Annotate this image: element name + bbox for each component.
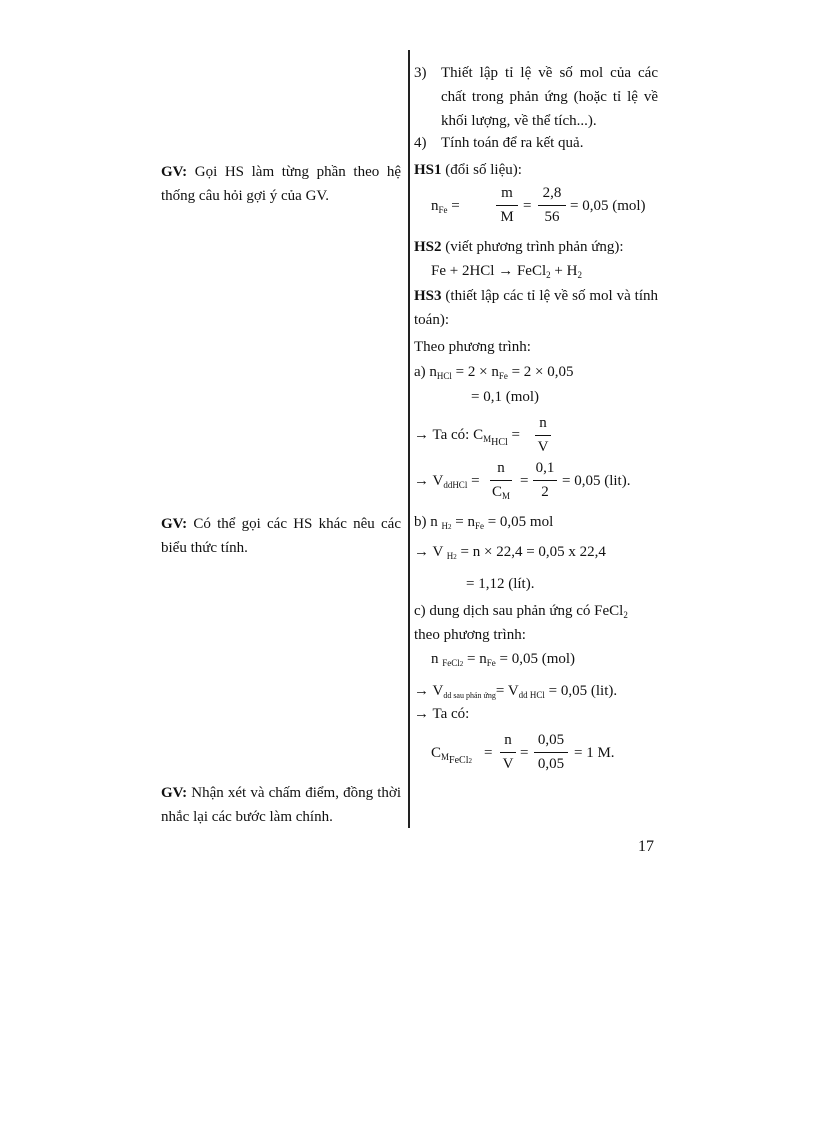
step-number: 3): [414, 65, 427, 81]
gv-label: GV:: [161, 516, 188, 532]
line-c-text: c) dung dịch sau phản ứng có FeCl$_2$: [414, 603, 628, 620]
ta-co-2: → Ta có:: [414, 706, 470, 722]
fraction: $\frac{m}{M}$: [496, 185, 518, 226]
fraction: $\frac{0,05}{0,05}$: [534, 732, 568, 773]
hs-label: HS1: [414, 162, 442, 178]
teacher-note-text: Có thể gọi các HS khác nêu các biểu thức tính.: [161, 516, 401, 556]
gv-label: GV:: [161, 785, 188, 801]
fraction: $\frac{n}{V}$: [500, 732, 516, 773]
step-4-text: Tính toán để ra kết quả.: [441, 135, 584, 151]
step-number: 4): [414, 135, 427, 151]
theo-phuong-trinh: Theo phương trình:: [414, 339, 531, 355]
line-b-moles: b) n $_{H2} = n_{Fe} = 0,05$ mol: [414, 514, 554, 531]
line-a-result: = 0,1 (mol): [471, 389, 540, 405]
teacher-note-text: Nhận xét và chấm điểm, đồng thời nhắc lại các bước làm chính.: [161, 785, 401, 825]
hs3-heading: HS3 (thiết lập các tỉ lệ về số mol và tính toán):: [414, 288, 658, 328]
fraction: $\frac{n}{C_M}$: [491, 460, 511, 501]
fraction: $\frac{2,8}{56}$: [538, 185, 566, 226]
fraction: $\frac{0,1}{2}$: [533, 460, 557, 501]
hs2-heading: HS2 (viết phương trình phản ứng):: [414, 239, 624, 255]
line-n-fecl2: n $_{FeCl2} = n_{Fe} = 0,05$ (mol): [431, 651, 576, 668]
hs-label: HS2: [414, 239, 442, 255]
teacher-note-1: [161, 160, 401, 208]
gv-label: GV:: [161, 164, 188, 180]
reaction-equation: Fe + 2HCl → FeCl$_2$ + $H_2$: [431, 263, 582, 280]
teacher-note-2: [161, 512, 401, 560]
hs-label: HS3: [414, 288, 442, 304]
line-a-ratio: a) $n_{HCl} = 2 \times n_{Fe} = 2 \times 0,05$: [414, 364, 574, 381]
column-divider: [408, 50, 410, 828]
teacher-note-text: Gọi HS làm từng phần theo hệ thống câu hỏi gợi ý của GV.: [161, 164, 401, 204]
line-vdd-after: → $V_{dd sau phản ứng}= V_{dd HCl} = 0,05$ (lit).: [414, 683, 618, 700]
hs1-heading: HS1 (đổi số liệu):: [414, 162, 522, 178]
teacher-note-3: [161, 781, 401, 829]
line-c-text-2: theo phương trình:: [414, 627, 526, 643]
step-3-text: Thiết lập tỉ lệ về số mol của các chất trong phản ứng (hoặc tỉ lệ về khối lượng, về thể tích...).: [441, 65, 658, 129]
page-number: 17: [638, 838, 654, 855]
line-v-h2: → V $_{H2}$ = n × 22,4 = 0,05 x 22,4: [414, 544, 606, 561]
line-v-h2-result: = 1,12 (lít).: [466, 576, 535, 592]
fraction: $\frac{n}{V}$: [535, 415, 551, 456]
